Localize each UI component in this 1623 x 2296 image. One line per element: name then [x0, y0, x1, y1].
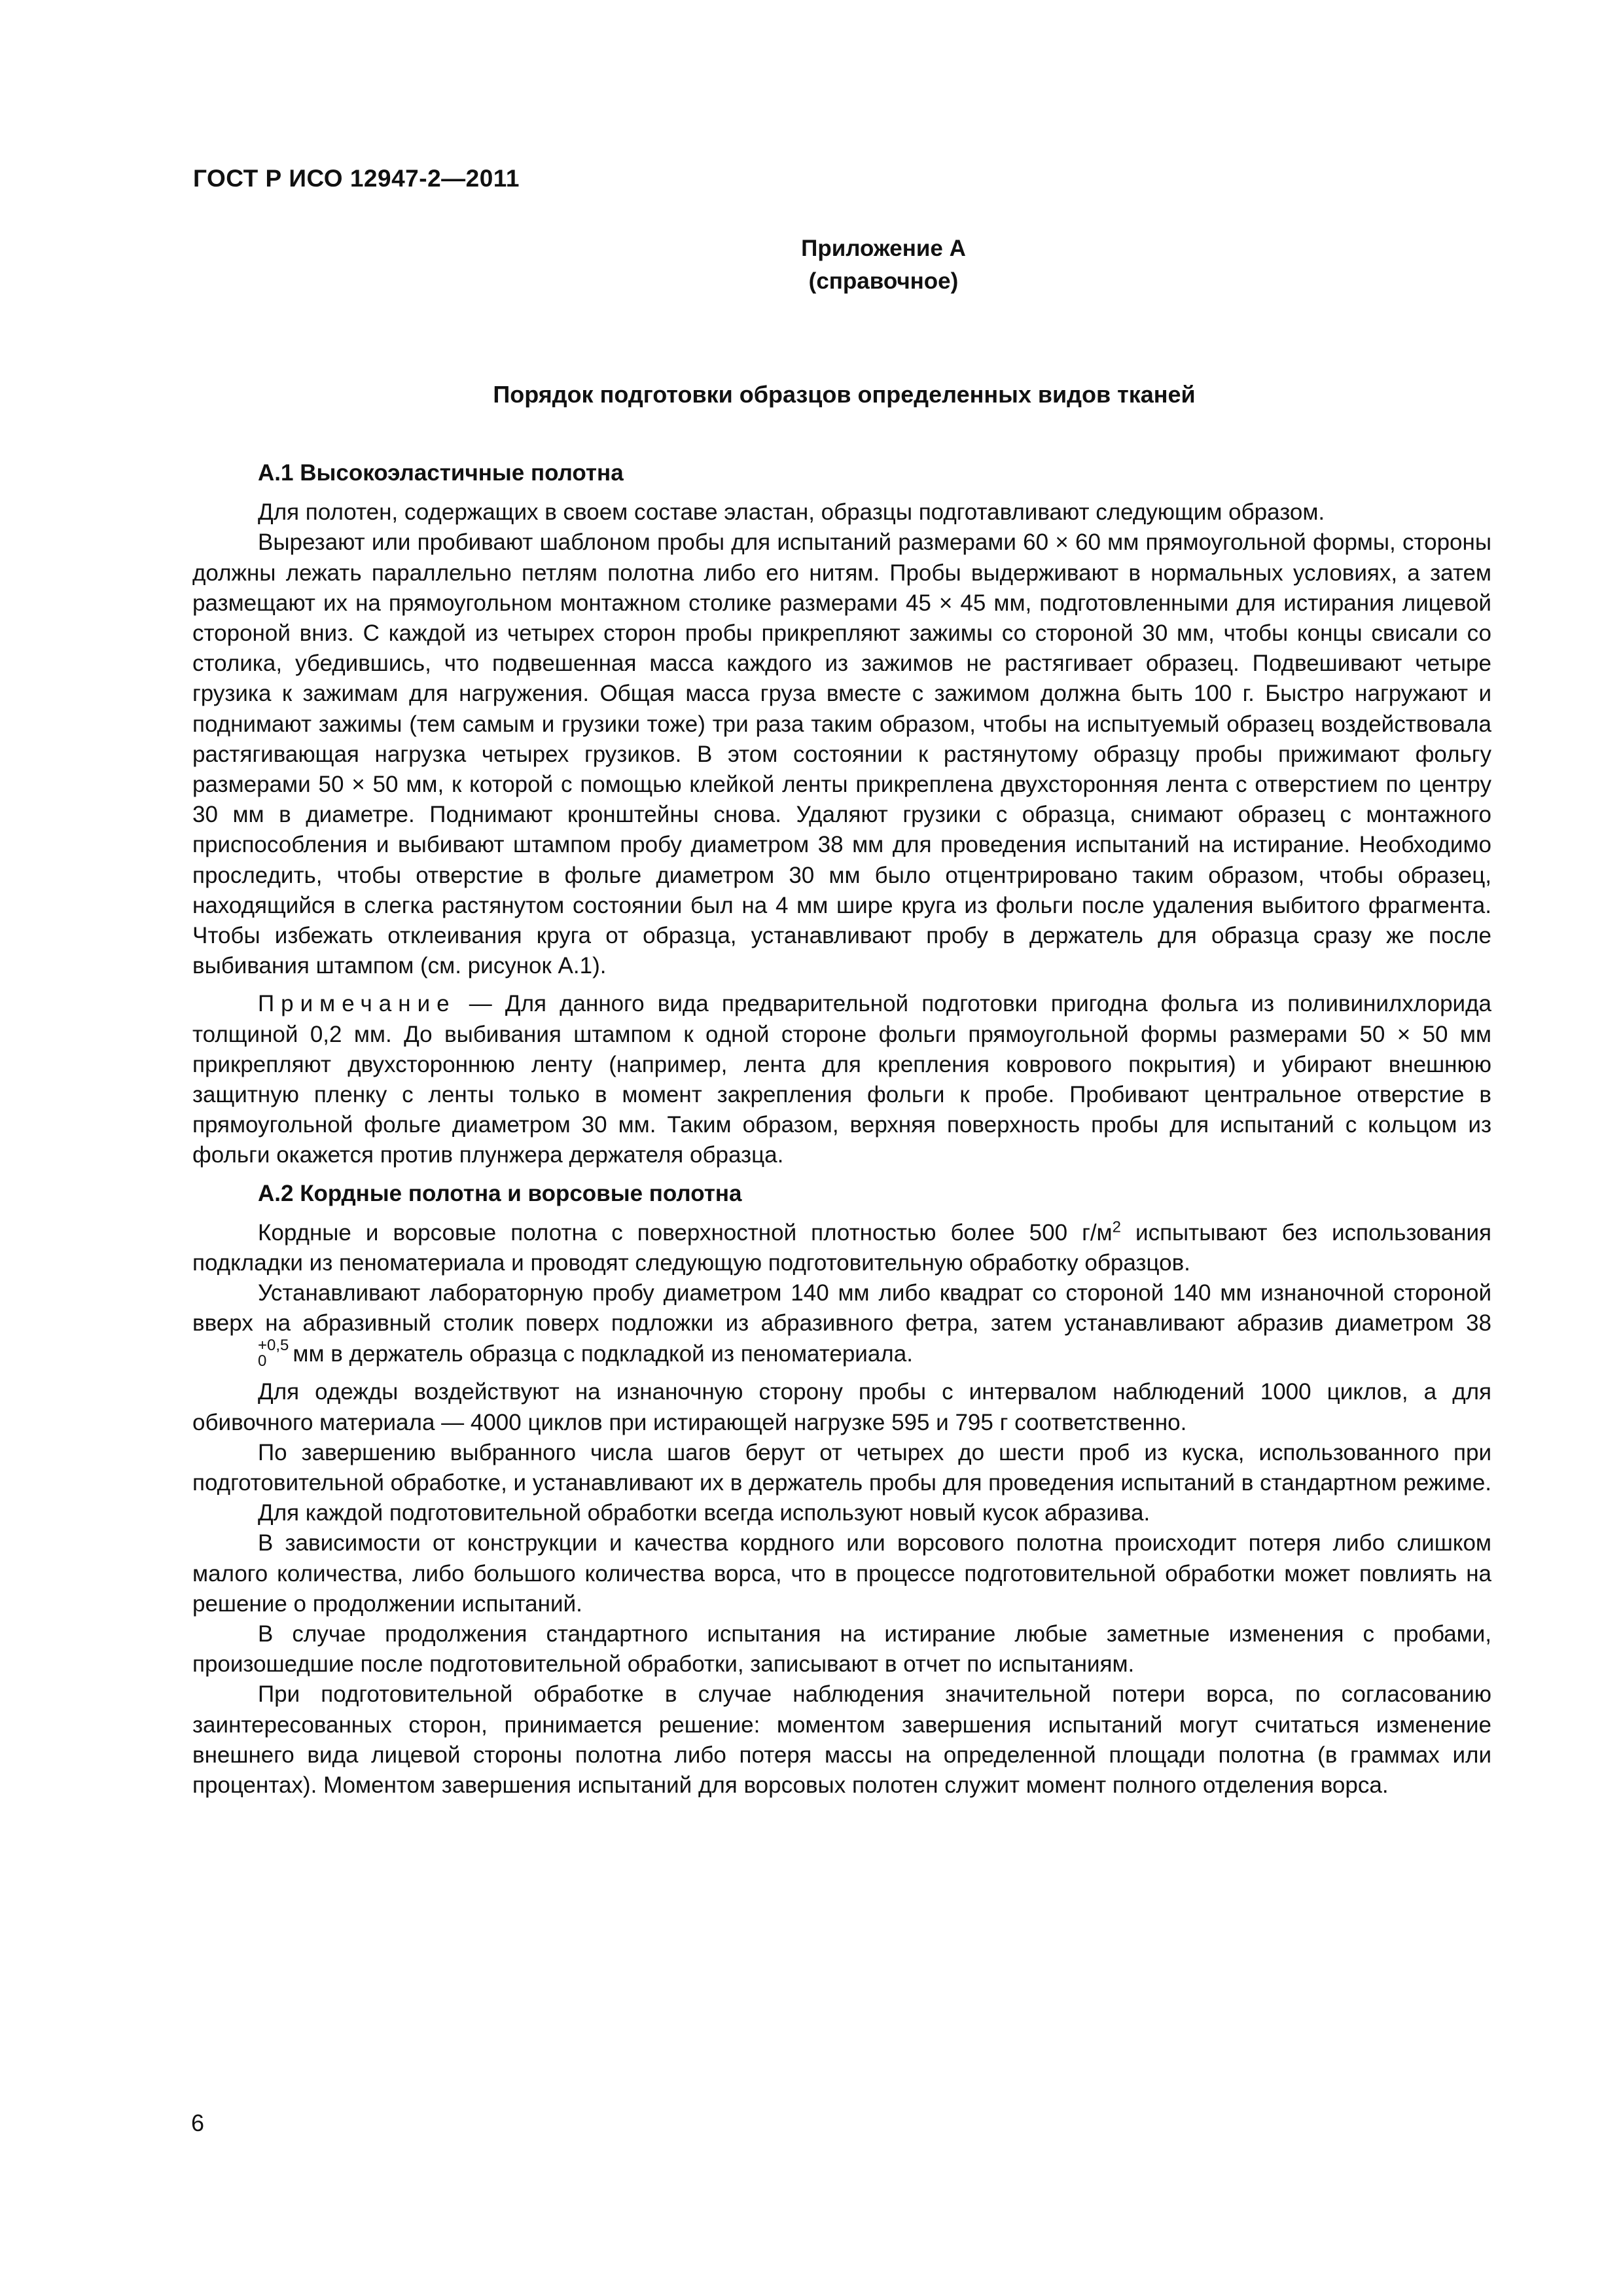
section-a1-heading: А.1 Высокоэластичные полотна	[258, 460, 624, 486]
section-a2-paragraph-3: Для одежды воздействуют на изнаночную сторону пробы с интервалом наблюдений 1000 циклов, а для обивочного материала — 4000 циклов при истирающей нагрузке 595 и 795 г соответственно.	[192, 1379, 1491, 1435]
section-a1-note	[192, 989, 1491, 1170]
tolerance	[192, 1338, 289, 1369]
appendix-type: (справочное)	[808, 268, 959, 294]
paragraph-text: мм в держатель образца с подкладкой из пеноматериала.	[293, 1340, 913, 1367]
section-a2-paragraph-7: В случае продолжения стандартного испытания на истирание любые заметные изменения с пробами, произошедшие после подготовительной обработки, записывают в отчет по испытаниям.	[192, 1621, 1491, 1677]
section-a2-paragraph-5: Для каждой подготовительной обработки всегда используют новый кусок абразива.	[258, 1500, 1150, 1526]
section-a1-paragraph-1: Для полотен, содержащих в своем составе эластан, образцы подготавливают следующим образом.	[258, 499, 1325, 526]
section-a2-paragraph-8: При подготовительной обработке в случае наблюдения значительной потери ворса, по согласованию заинтересованных сторон, принимается решение: моментом завершения испытаний могут считаться изменение внешнего вида лицевой стороны полотна либо потеря массы на определенной площади полотна (в граммах или процентах). Моментом завершения испытаний для ворсовых полотен служит момент полного отделения ворса.	[192, 1681, 1491, 1799]
paragraph-text: Кордные и ворсовые полотна с поверхностной плотностью более 500 г/м	[258, 1219, 1113, 1246]
document-body	[192, 458, 1491, 1801]
paragraph-text: испытывают без использования подкладки из пеноматериала и проводят следующую подготовительную обработку образцов.	[192, 1219, 1491, 1276]
section-a2-paragraph-4: По завершению выбранного числа шагов берут от четырех до шести проб из куска, использованного при подготовительной обработке, и устанавливают их в держатель пробы для проведения испытаний в стандартном режиме.	[192, 1439, 1492, 1496]
section-a2-paragraph-6: В зависимости от конструкции и качества кордного или ворсового полотна происходит потеря либо слишком малого количества, либо большого количества ворса, что в процессе подготовительной обработки может повлиять на решение о продолжении испытаний.	[192, 1530, 1491, 1617]
paragraph-text: Устанавливают лабораторную пробу диаметром 140 мм либо квадрат со стороной 140 мм изнаночной стороной вверх на абразивный столик поверх подложки из абразивного фетра, затем устанавливают абразив диаметром 38	[192, 1280, 1491, 1336]
tolerance-upper: +0,5	[258, 1336, 289, 1355]
tolerance-lower: 0	[258, 1352, 267, 1371]
page-number: 6	[191, 2109, 205, 2136]
note-text: — Для данного вида предварительной подготовки пригодна фольга из поливинилхлорида толщиной 0,2 мм. До выбивания штампом к одной стороне фольги прямоугольной формы размерами 50 × 50 мм прикрепляют двухстороннюю ленту (например, лента для крепления коврового покрытия) и убирают внешнюю защитную пленку с ленты только в момент закрепления фольги к пробе. Пробивают центральное отверстие в прямоугольной фольге диаметром 30 мм. Таким образом, верхняя поверхность пробы для испытаний с кольцом из фольги окажется против плунжера держателя образца.	[192, 991, 1491, 1168]
note-label: Примечание	[258, 991, 456, 1017]
appendix-label: Приложение А	[801, 236, 966, 261]
section-a1-paragraph-2: Вырезают или пробивают шаблоном пробы для испытаний размерами 60 × 60 мм прямоугольной формы, стороны должны лежать параллельно петлям полотна либо его нитям. Пробы выдерживают в нормальных условиях, а затем размещают их на прямоугольном монтажном столике размерами 45 × 45 мм, подготовленными для истирания лицевой стороной вниз. С каждой из четырех сторон пробы прикрепляют зажимы со стороной 30 мм, чтобы концы свисали со столика, убедившись, что подвешенная масса каждого из зажимов не растягивает образец. Подвешивают четыре грузика к зажимам для нагружения. Общая масса груза вместе с зажимом должна быть 100 г. Быстро нагружают и поднимают зажимы (тем самым и грузики тоже) три раза таким образом, чтобы на испытуемый образец воздействовала растягивающая нагрузка четырех грузиков. В этом состоянии к растянутому образцу пробы прижимают фольгу размерами 50 × 50 мм, к которой с помощью клейкой ленты прикреплена двухсторонняя лента с отверстием по центру 30 мм в диаметре. Поднимают кронштейны снова. Удаляют грузики с образца, снимают образец с монтажного приспособления и выбивают штампом пробу диаметром 38 мм для проведения испытаний на истирание. Необходимо проследить, чтобы отверстие в фольге диаметром 30 мм было отцентрировано таким образом, чтобы образец, находящийся в слегка растянутом состоянии был на 4 мм шире круга из фольги после удаления выбитого фрагмента. Чтобы избежать отклеивания круга от образца, устанавливают пробу в держатель для образца сразу же после выбивания штампом (см. рисунок А.1).	[192, 529, 1491, 979]
document-header: ГОСТ Р ИСО 12947-2—2011	[193, 165, 520, 192]
appendix-title: Порядок подготовки образцов определенных видов тканей	[493, 381, 1196, 408]
section-a2-paragraph-2	[192, 1278, 1491, 1369]
superscript: 2	[1112, 1218, 1121, 1236]
appendix-heading	[720, 232, 1047, 298]
section-a2-heading: А.2 Кордные полотна и ворсовые полотна	[258, 1180, 742, 1206]
section-a2-paragraph-1	[192, 1218, 1491, 1278]
